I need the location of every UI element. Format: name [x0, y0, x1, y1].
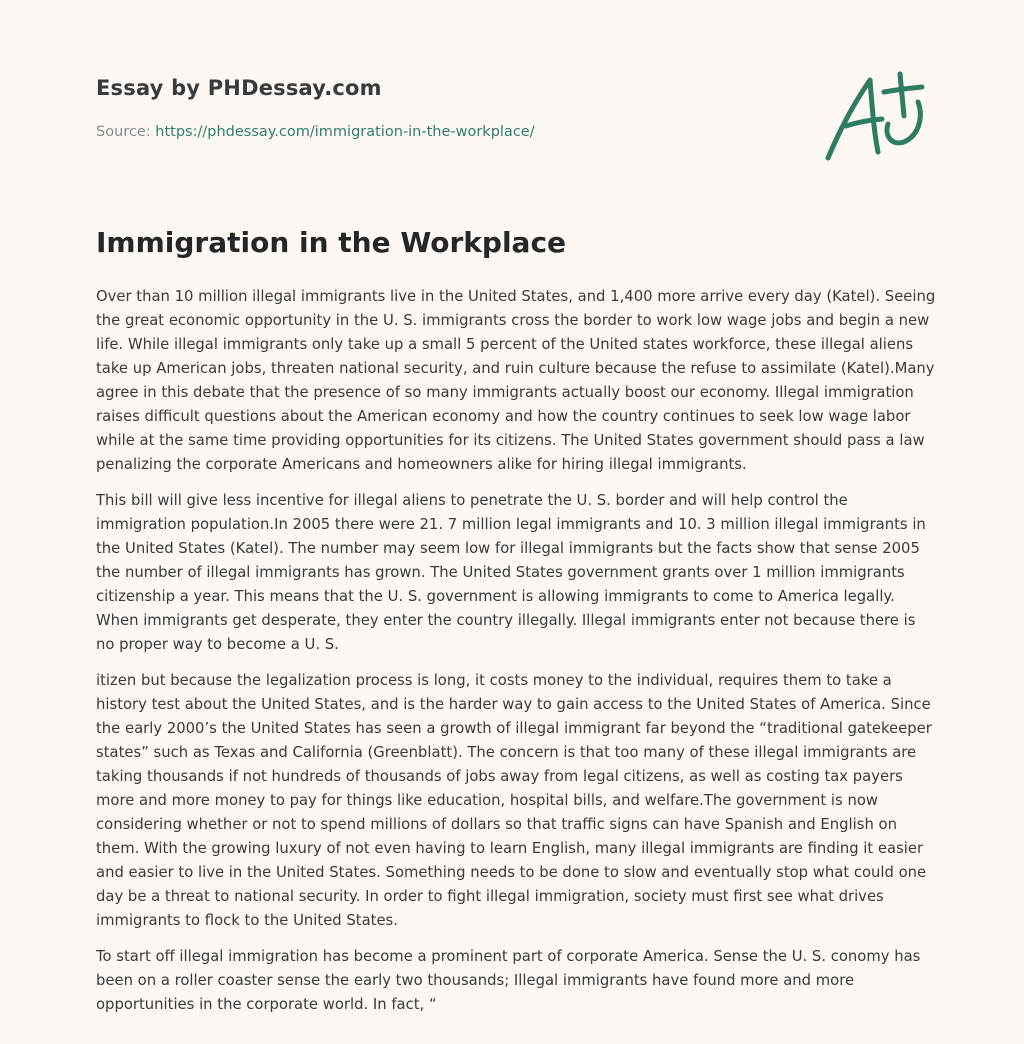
source-label: Source:	[96, 124, 151, 140]
essay-paragraph: Over than 10 million illegal immigrants live in the United States, and 1,400 more arrive every day (Katel). Seeing the great economic opportunity in the U. S. immigrants cross the border to work low wage jobs and begin a new life. While illegal immigrants only take up a small 5 percent of the United states workforce, these illegal aliens take up American jobs, threaten national security, and ruin culture because the refuse to assimilate (Katel).Many agree in this debate that the presence of so many immigrants actually boost our economy. Illegal immigration raises difficult questions about the American economy and how the country continues to seek low wage labor while at the same time providing opportunities for its citizens. The United States government should pass a law penalizing the corporate Americans and homeowners alike for hiring illegal immigrants.	[96, 288, 936, 473]
essay-title: Immigration in the Workplace	[96, 226, 567, 259]
essay-paragraph: itizen but because the legalization process is long, it costs money to the individual, requires them to take a history test about the United States, and is the harder way to gain access to the United States of America. Since the early 2000’s the United States has seen a growth of illegal immigrant far beyond the “traditional gatekeeper states” such as Texas and California (Greenblatt). The concern is that too many of these illegal immigrants are taking thousands if not hundreds of thousands of jobs away from legal citizens, as well as costing tax payers more and more money to pay for things like education, hospital bills, and welfare.The government is now considering whether or not to spend millions of dollars so that traffic signs can have Spanish and English on them. With the growing luxury of not even having to learn English, many illegal immigrants are finding it easier and easier to live in the United States. Something needs to be done to slow and eventually stop what could one day be a threat to national security. In order to fight illegal immigration, society must first see what drives immigrants to flock to the United States.	[96, 672, 932, 929]
source-link[interactable]: https://phdessay.com/immigration-in-the-workplace/	[155, 124, 535, 140]
a-plus-grade-icon	[818, 66, 930, 166]
essay-paragraph: This bill will give less incentive for illegal aliens to penetrate the U. S. border and will help control the immigration population.In 2005 there were 21. 7 million legal immigrants and 10. 3 million illegal immigrants in the United States (Katel). The number may seem low for illegal immigrants but the facts show that sense 2005 the number of illegal immigrants has grown. The United States government grants over 1 million immigrants citizenship a year. This means that the U. S. government is allowing immigrants to come to America legally. When immigrants get desperate, they enter the country illegally. Illegal immigrants enter not because there is no proper way to become a U. S.	[96, 492, 926, 653]
site-title: Essay by PHDessay.com	[96, 76, 382, 100]
essay-paragraph: To start off illegal immigration has become a prominent part of corporate America. Sense the U. S. conomy has been on a roller coaster sense the early two thousands; Illegal immigrants have found more and more opportunities in the corporate world. In fact, “	[96, 948, 921, 1013]
source-line	[96, 124, 535, 140]
essay-body	[96, 285, 936, 1029]
